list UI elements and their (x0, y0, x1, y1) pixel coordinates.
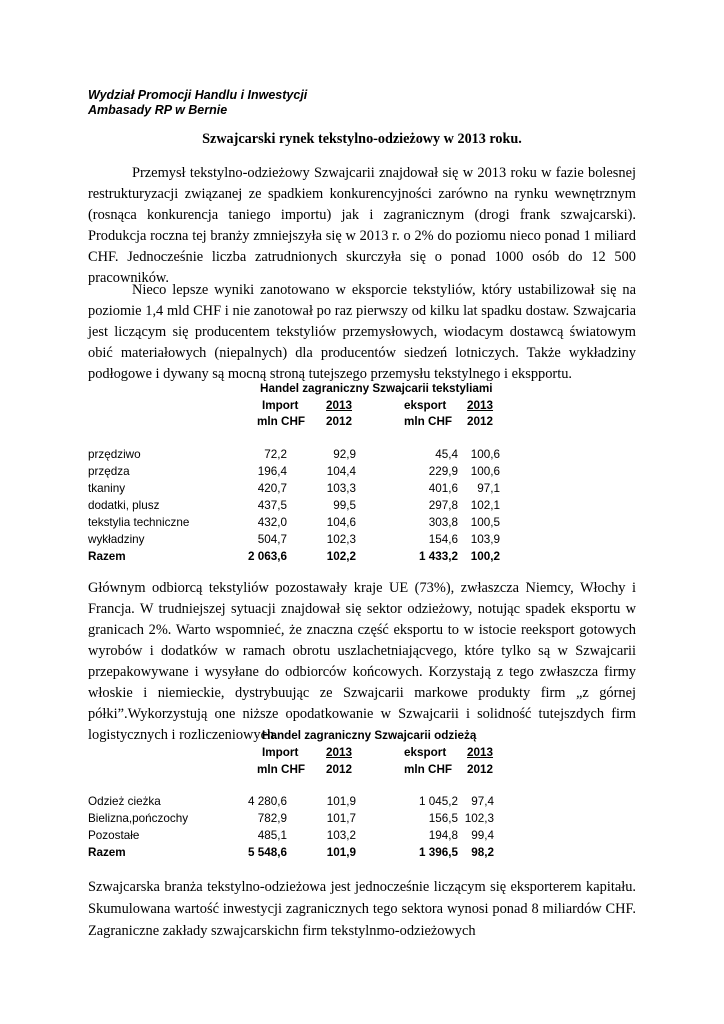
paragraph-3: Głównym odbiorcą tekstyliów pozostawały kraje UE (73%), zwłaszcza Niemcy, Włochy i Francja. W trudniejszej sytuacji znajdował się sektor odzieżowy, notując spadek eksportu w granicach 2%. Warto wspomnieć, że znaczna część eksportu to w istocie reeksport gotowych wyrobów i dodatków w ramach obrotu uszlachetniającvego, które tylko są w Szwajcarii przepakowywane i wysyłane do odbiorców końcowych. Korzystają z tego zwłaszcza firmy włoskie i niemieckie, dystrybuując ze Szwajcarii markowe produkty firm „z górnej półki”.Wykorzystują one niższe opodatkowanie w Szwajcarii i solidność tutejszdych firm logistycznych i rozliczeniowych. (88, 580, 636, 743)
cell-export: 303,8 (428, 516, 458, 529)
col-subheader-unit: mln CHF (257, 763, 306, 776)
cell-import-index: 104,4 (326, 465, 356, 478)
paragraph-4: Szwajcarska branża tekstylno-odzieżowa jest jednocześnie liczącym się eksporterem kapitału. Skumulowana wartość inwestycji zagranicznych tego sektora wynosi ponad 8 miliardów CHF. Zagraniczne zakłady szwajcarskichn firm tekstylnmo-odzieżowych (88, 879, 636, 939)
cell-import-index: 103,2 (326, 829, 356, 842)
cell-import-index: 92,9 (333, 448, 356, 461)
header-embassy: Ambasady RP w Bernie (88, 103, 228, 117)
col-header-year: 2013 (326, 746, 353, 759)
cell-export-index: 100,6 (470, 465, 500, 478)
total-import: 5 548,6 (248, 846, 287, 859)
header-department: Wydział Promocji Handlu i Inwestycji (88, 88, 308, 102)
row-label: Pozostałe (88, 829, 140, 842)
cell-import: 196,4 (257, 465, 287, 478)
total-import: 2 063,6 (248, 550, 287, 563)
cell-import: 4 280,6 (248, 795, 287, 808)
cell-export: 297,8 (428, 499, 458, 512)
row-label: Odzież cieżka (88, 795, 161, 808)
row-label: przędziwo (88, 448, 141, 461)
cell-export-index: 97,4 (471, 795, 494, 808)
cell-export-index: 102,1 (470, 499, 500, 512)
cell-export: 229,9 (428, 465, 458, 478)
total-export: 1 396,5 (419, 846, 458, 859)
total-label: Razem (88, 550, 126, 563)
cell-import: 504,7 (257, 533, 287, 546)
total-export-index: 100,2 (470, 550, 500, 563)
col-header-import: Import (262, 399, 299, 412)
col-subheader-base-year: 2012 (326, 763, 353, 776)
row-label: przędza (88, 465, 130, 478)
total-import-index: 102,2 (326, 550, 356, 563)
cell-import-index: 104,6 (326, 516, 356, 529)
cell-import: 437,5 (257, 499, 287, 512)
cell-export: 45,4 (435, 448, 458, 461)
cell-import-index: 101,7 (326, 812, 356, 825)
cell-export-index: 103,9 (470, 533, 500, 546)
col-subheader-base-year: 2012 (326, 415, 353, 428)
cell-import: 72,2 (264, 448, 287, 461)
col-header-year: 2013 (467, 746, 494, 759)
row-label: tekstylia techniczne (88, 516, 190, 529)
cell-export-index: 99,4 (471, 829, 494, 842)
cell-import-index: 102,3 (326, 533, 356, 546)
table-caption: Handel zagraniczny Szwajcarii odzieżą (262, 729, 477, 742)
col-header-export: eksport (404, 746, 447, 759)
total-export-index: 98,2 (471, 846, 494, 859)
cell-import: 432,0 (257, 516, 287, 529)
row-label: dodatki, plusz (88, 499, 160, 512)
cell-export-index: 102,3 (464, 812, 494, 825)
col-subheader-unit: mln CHF (404, 415, 453, 428)
cell-import: 782,9 (257, 812, 287, 825)
col-subheader-unit: mln CHF (257, 415, 306, 428)
row-label: tkaniny (88, 482, 126, 495)
table-caption: Handel zagraniczny Szwajcarii tekstyliami (260, 382, 493, 395)
col-subheader-base-year: 2012 (467, 763, 494, 776)
cell-export: 194,8 (428, 829, 458, 842)
col-subheader-base-year: 2012 (467, 415, 494, 428)
cell-export-index: 100,6 (470, 448, 500, 461)
row-label: Bielizna,pończochy (88, 812, 189, 825)
cell-import-index: 99,5 (333, 499, 356, 512)
cell-export-index: 100,5 (470, 516, 500, 529)
paragraph-2: Nieco lepsze wyniki zanotowano w eksporcie tekstyliów, który ustabilizował się na poziomie 1,4 mld CHF i nie zanotował po raz pierwszy od kilku lat spadku dostaw. Szwajcaria jest liczącym się producentem tekstyliów przemysłowych, wiodacym dostawcą światowym obić materiałowych (niepalnych) dla producentów siedzeń lotniczych. Także wykładziny podłogowe i dywany są mocną stroną tutejszego przemysłu tekstylnego i ekspportu. (88, 282, 636, 382)
cell-export-index: 97,1 (477, 482, 500, 495)
cell-export: 401,6 (428, 482, 458, 495)
row-label: wykładziny (88, 533, 145, 546)
total-label: Razem (88, 846, 126, 859)
cell-import: 420,7 (257, 482, 287, 495)
cell-export: 154,6 (428, 533, 458, 546)
cell-import-index: 103,3 (326, 482, 356, 495)
cell-export: 1 045,2 (419, 795, 458, 808)
col-header-export: eksport (404, 399, 447, 412)
col-subheader-unit: mln CHF (404, 763, 453, 776)
total-import-index: 101,9 (326, 846, 356, 859)
col-header-year: 2013 (467, 399, 494, 412)
cell-import: 485,1 (257, 829, 287, 842)
document-title: Szwajcarski rynek tekstylno-odzieżowy w 2013 roku. (202, 131, 522, 147)
cell-export: 156,5 (428, 812, 458, 825)
total-export: 1 433,2 (419, 550, 458, 563)
col-header-import: Import (262, 746, 299, 759)
col-header-year: 2013 (326, 399, 353, 412)
cell-import-index: 101,9 (326, 795, 356, 808)
paragraph-1: Przemysł tekstylno-odzieżowy Szwajcarii znajdował się w 2013 roku w fazie bolesnej restrukturyzacji związanej ze spadkiem konkurencyjności zarówno na rynku wewnętrznym (rosnąca konkurencja taniego importu) jak i zagranicznym (drogi frank szwajcarski). Produkcja roczna tej branży zmniejszyła się w 2013 r. o 2% do poziomu nieco ponad 1 miliard CHF. Jednocześnie liczba zatrudnionych skurczyła się o ponad 1000 osób do 12 500 pracowników. (88, 165, 636, 286)
